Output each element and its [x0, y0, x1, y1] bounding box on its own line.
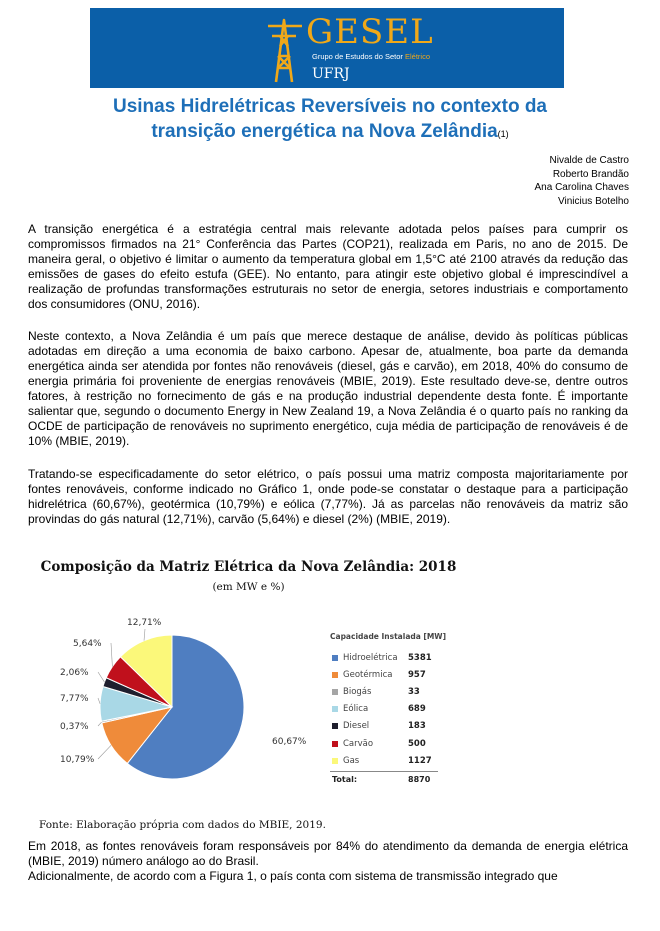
- legend-label: Carvão: [343, 738, 374, 749]
- pie-leader-line: [98, 722, 102, 726]
- chart-legend: [330, 632, 447, 785]
- legend-value: 689: [408, 704, 426, 715]
- legend-swatch: [332, 741, 338, 747]
- legend-item-carvão: [330, 735, 438, 752]
- author: Roberto Brandão: [552, 168, 629, 180]
- author-list: [535, 154, 630, 208]
- paragraph-transmission: Adicionalmente, de acordo com a Figura 1, o país conta com sistema de transmissão integrado que: [28, 869, 558, 883]
- legend-value: 1127: [408, 755, 432, 766]
- transmission-tower-icon: [262, 12, 312, 84]
- org-name: GESEL: [306, 12, 434, 52]
- legend-label: Gas: [343, 755, 360, 766]
- pie-label-carvão: 5,64%: [73, 639, 102, 649]
- legend-item-biogás: [330, 683, 438, 700]
- legend-value: 500: [408, 738, 426, 749]
- legend-value: 33: [408, 686, 420, 697]
- legend-swatch: [332, 758, 338, 764]
- legend-swatch: [332, 672, 338, 678]
- pie-label-gas: 12,71%: [127, 618, 162, 628]
- header-banner: [90, 8, 564, 88]
- chart-subtitle: (em MW e %): [212, 581, 285, 593]
- paragraph-context: Neste contexto, a Nova Zelândia é um país que merece destaque de análise, devido às políticas públicas adotadas em direção a uma economia de baixo carbono. Apesar de, atualmente, boa parte da demanda energética ainda ser atendida por fontes não renováveis (diesel, gás e carvão), em 2018, 40% do consumo de energia primária foi proveniente de energias renováveis (MBIE, 2019). Este resultado deve-se, dentre outros fatores, à restrição no fornecimento de gás e na produção industrial dependente desta fonte. É importante salientar que, segundo o documento Energy in New Zealand 19, a Nova Zelândia é o quarto país no ranking da OCDE de participação de renováveis no suprimento energético, cuja média de participação de renováveis é de 10% (MBIE, 2019).: [28, 329, 628, 448]
- university-name: UFRJ: [312, 66, 350, 82]
- document-title: [36, 94, 624, 147]
- legend-swatch: [332, 689, 338, 695]
- pie-label-eólica: 7,77%: [60, 694, 89, 704]
- legend-value: 957: [408, 669, 426, 680]
- legend-swatch: [332, 706, 338, 712]
- paragraph-electric-sector: Tratando-se especificadamente do setor elétrico, o país possui uma matriz composta majoritariamente por fontes renováveis, conforme indicado no Gráfico 1, onde pode-se constatar o destaque para a participação hidrelétrica (60,67%), geotérmica (10,79%) e eólica (7,77%). Já as parcelas não renováveis da matriz são provindas do gás natural (12,71%), carvão (5,64%) e diesel (2%) (MBIE, 2019).: [28, 467, 628, 526]
- legend-item-eólica: [330, 701, 438, 718]
- legend-label: Geotérmica: [343, 669, 393, 680]
- pie-label-biogás: 0,37%: [60, 722, 89, 732]
- legend-total-value: 8870: [408, 775, 431, 785]
- title-footnote-marker: (1): [497, 129, 509, 139]
- legend-label: Eólica: [343, 704, 369, 715]
- chart-source: Fonte: Elaboração própria com dados do MBIE, 2019.: [39, 819, 326, 831]
- pie-label-diesel: 2,06%: [60, 668, 89, 678]
- legend-swatch: [332, 723, 338, 729]
- author: Vinicius Botelho: [558, 195, 629, 207]
- legend-label: Hidroelétrica: [343, 652, 398, 663]
- pie-label-hidroelétrica: 60,67%: [272, 737, 307, 747]
- title-line-1: Usinas Hidrelétricas Reversíveis no contexto da: [112, 96, 547, 117]
- chart-title: Composição da Matriz Elétrica da Nova Zelândia: 2018: [40, 559, 457, 575]
- legend-title: Capacidade Instalada [MW]: [330, 632, 447, 641]
- legend-item-diesel: [330, 718, 438, 735]
- legend-value: 183: [408, 721, 426, 732]
- legend-label: Diesel: [343, 721, 370, 732]
- pie-chart: [0, 605, 330, 810]
- author: Ana Carolina Chaves: [534, 182, 629, 193]
- legend-item-hidroelétrica: [330, 649, 438, 666]
- legend-item-geotérmica: [330, 666, 438, 683]
- pie-label-geotérmica: 10,79%: [60, 755, 95, 765]
- paragraph-renewables-2018: Em 2018, as fontes renováveis foram responsáveis por 84% do atendimento da demanda de energia elétrica (MBIE, 2019) número análogo ao do Brasil.: [28, 839, 628, 868]
- pie-leader-line: [98, 672, 104, 682]
- legend-swatch: [332, 655, 338, 661]
- paragraph-intro: A transição energética é a estratégia central mais relevante adotada pelos países para cumprir os compromissos firmados na 21° Conferência das Partes (COP21), realizada em Paris, no ano de 2015. De maneira geral, o objetivo é limitar o aumento da temperatura global em 1,5°C até 2100 através da redução das emissões de gases do efeito estufa (GEE). No entanto, para atingir este objetivo global é imprescindível a realização de profundas transformações estruturais no setor de energia, setores industriais e comportamento dos consumidores (ONU, 2016).: [28, 222, 628, 311]
- pie-leader-line: [98, 745, 111, 759]
- pie-leader-line: [111, 643, 112, 667]
- legend-value: 5381: [408, 652, 432, 663]
- author: Nivalde de Castro: [549, 155, 629, 166]
- pie-leader-line: [144, 629, 145, 641]
- legend-item-gas: [330, 752, 438, 769]
- legend-total-label: Total:: [332, 775, 358, 785]
- legend-label: Biogás: [343, 686, 372, 697]
- org-subtitle: Grupo de Estudos do Setor Elétrico: [312, 52, 430, 61]
- legend-total-row: [330, 771, 438, 784]
- title-line-2: transição energética na Nova Zelândia: [151, 121, 498, 142]
